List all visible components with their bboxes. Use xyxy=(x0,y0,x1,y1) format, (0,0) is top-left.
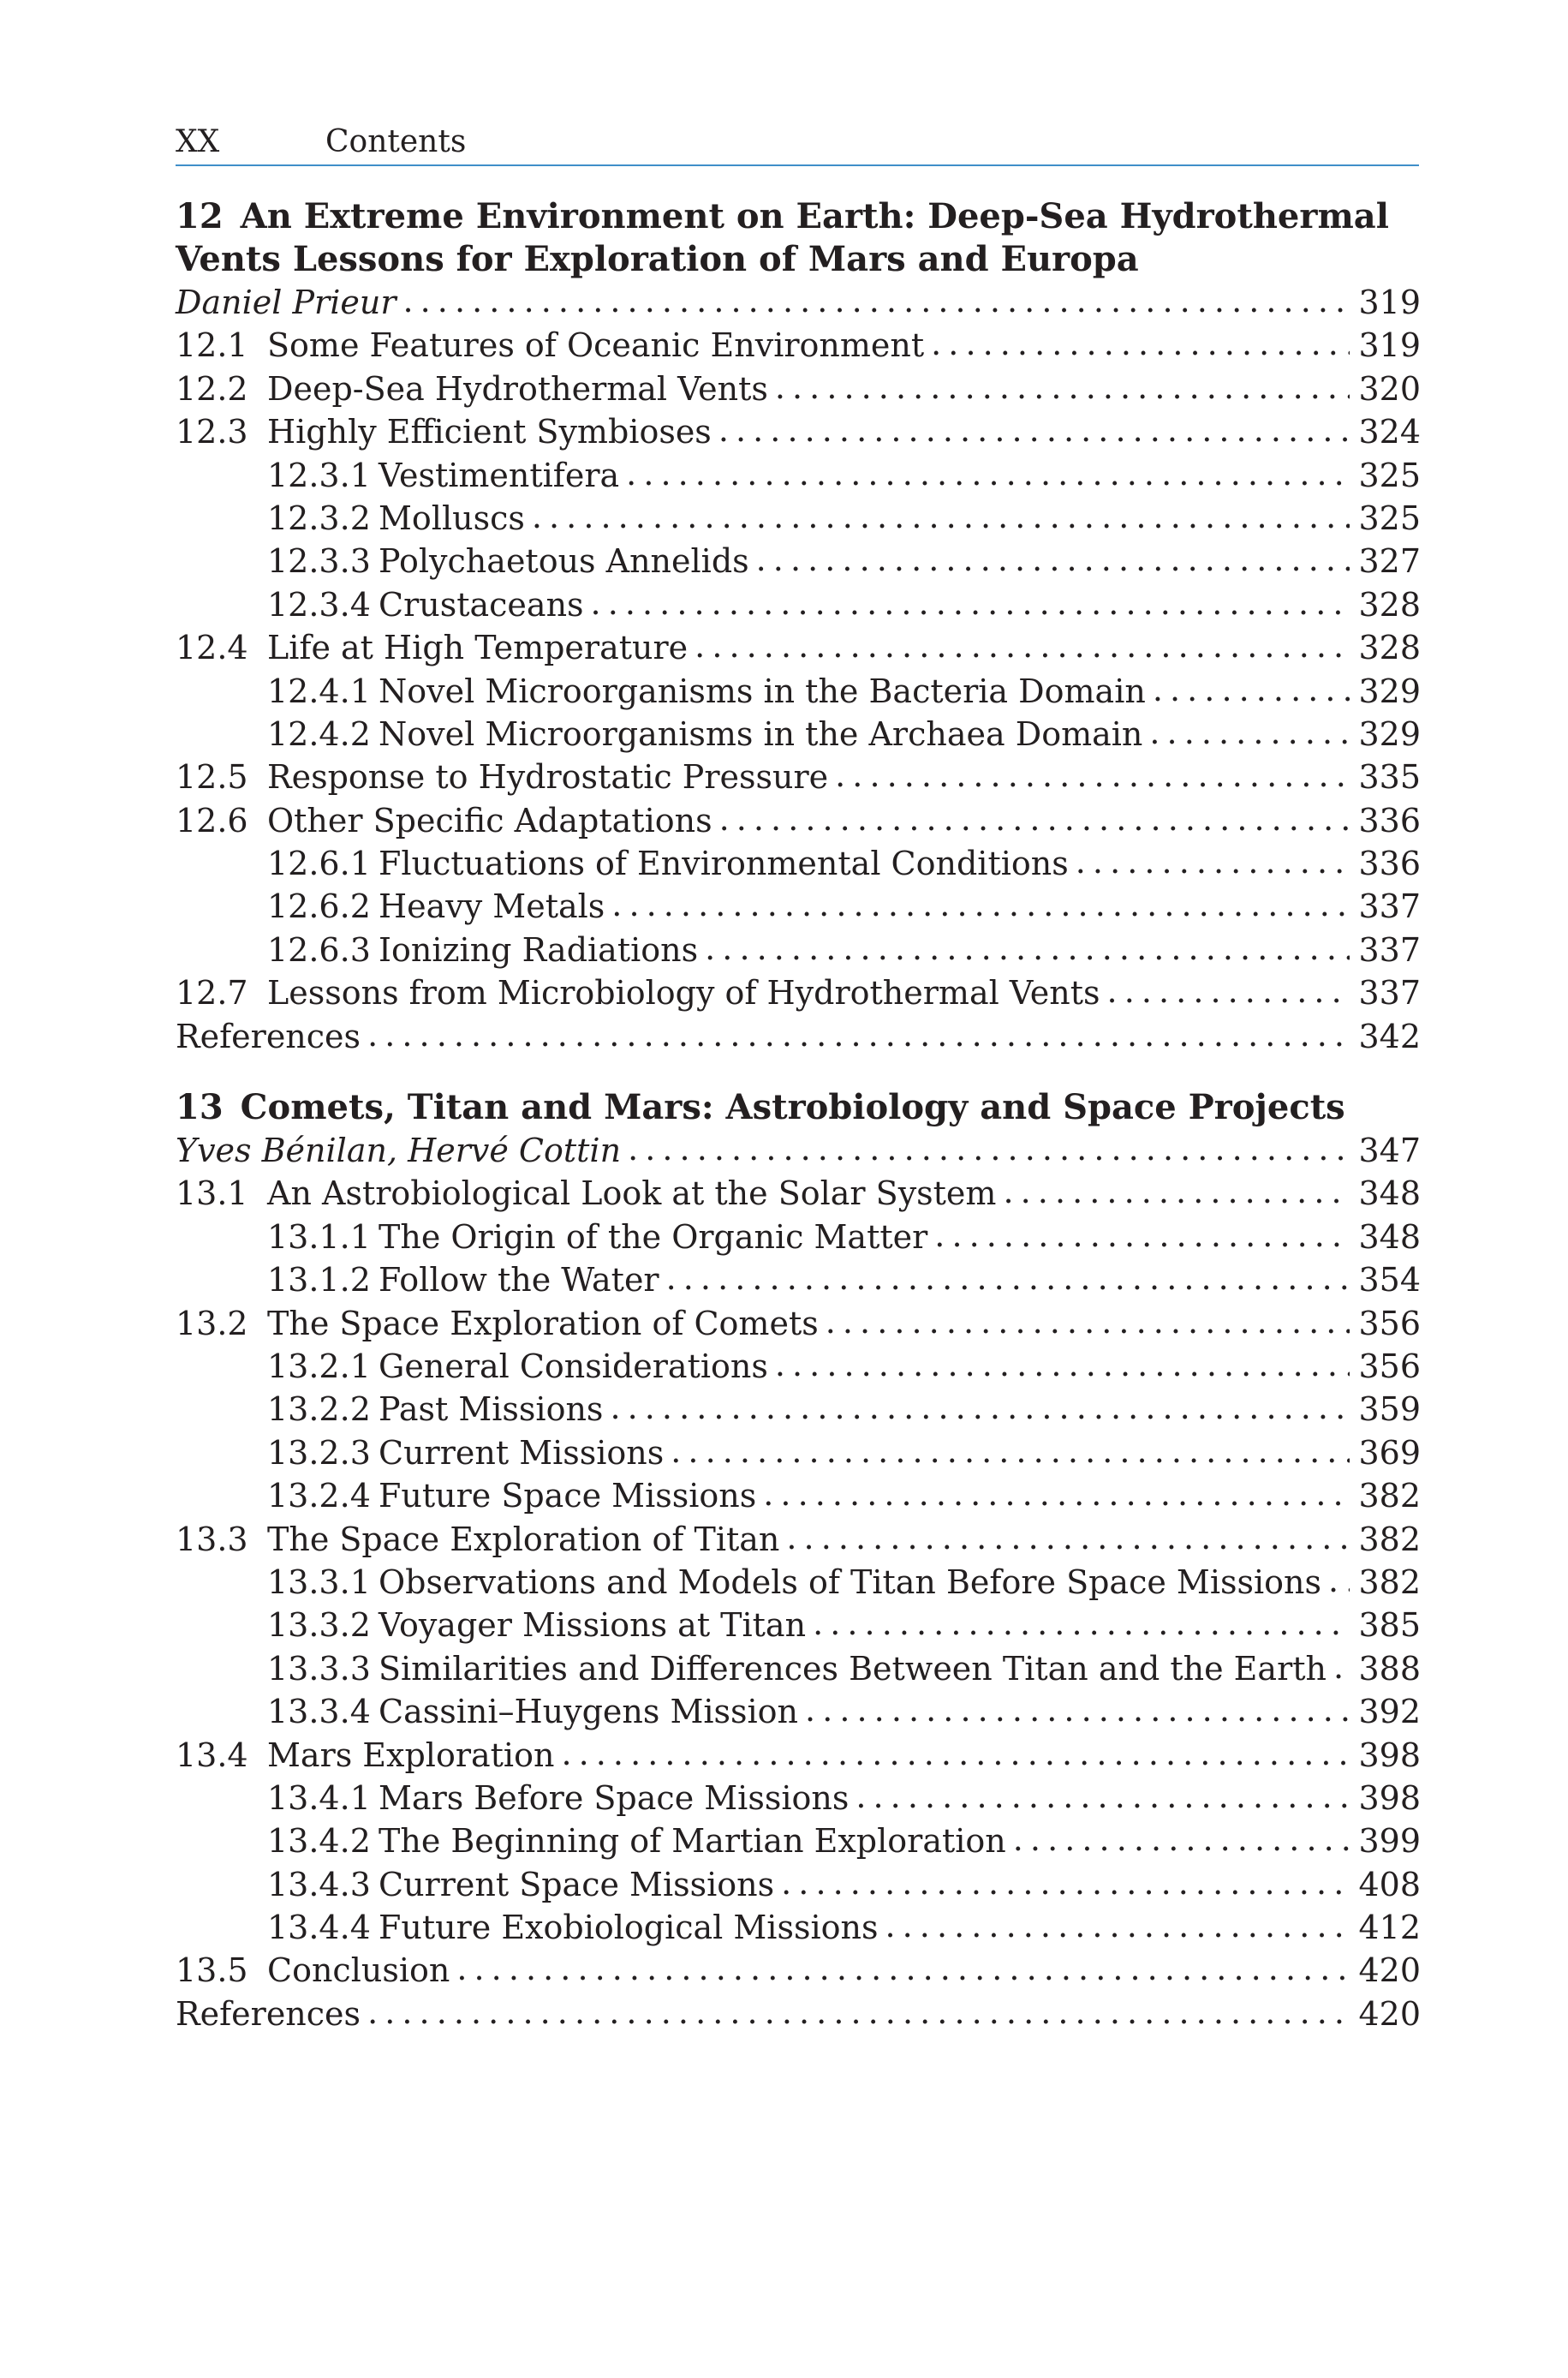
dot-leader xyxy=(456,1947,1350,1990)
subsection-entry[interactable] xyxy=(176,1819,1421,1862)
section-title: Novel Microorganisms in the Bacteria Domain xyxy=(379,672,1146,710)
references-entry[interactable] xyxy=(176,1015,1421,1058)
section-number: 12.3.2 xyxy=(267,499,371,537)
chapter-spacer xyxy=(176,1058,1421,1086)
subsection-entry[interactable] xyxy=(176,1647,1421,1690)
dot-leader xyxy=(1328,1559,1350,1602)
page-number: 342 xyxy=(1358,1017,1421,1055)
subsection-entry[interactable] xyxy=(176,1863,1421,1906)
section-title: Ionizing Radiations xyxy=(379,930,699,969)
section-entry[interactable] xyxy=(176,971,1421,1014)
section-title: Some Features of Oceanic Environment xyxy=(267,326,925,365)
section-title: Follow the Water xyxy=(379,1261,659,1300)
section-number: 13.3.2 xyxy=(267,1606,371,1645)
dot-leader xyxy=(775,366,1350,409)
table-of-contents xyxy=(176,195,1421,2035)
chapter-title[interactable] xyxy=(176,195,1421,281)
section-title: The Origin of the Organic Matter xyxy=(379,1217,928,1256)
section-title: Past Missions xyxy=(379,1390,604,1429)
dot-leader xyxy=(1003,1170,1350,1213)
page-number: 319 xyxy=(1358,284,1421,321)
dot-leader xyxy=(1153,668,1350,711)
dot-leader xyxy=(805,1688,1350,1731)
page-number: 328 xyxy=(1358,629,1421,667)
section-entry[interactable] xyxy=(176,367,1421,410)
section-number: 12.3.1 xyxy=(267,456,371,494)
section-number: 13.3.1 xyxy=(267,1562,371,1601)
page-number: 420 xyxy=(1358,1994,1421,2033)
section-number: 12.3.3 xyxy=(267,542,371,581)
section-number: 13.4 xyxy=(176,1736,248,1774)
section-number: 13.2 xyxy=(176,1304,248,1342)
section-number: 12.6.3 xyxy=(267,930,371,969)
section-number: 13.2.2 xyxy=(267,1390,371,1429)
section-entry[interactable] xyxy=(176,1518,1421,1561)
chapter-title-line1: Comets, Titan and Mars: Astrobiology and Space Projects xyxy=(240,1087,1345,1128)
section-title: General Considerations xyxy=(379,1347,768,1385)
chapter-author-row[interactable] xyxy=(176,281,1421,324)
section-title: Molluscs xyxy=(379,499,525,537)
subsection-entry[interactable] xyxy=(176,1388,1421,1431)
section-title: Vestimentifera xyxy=(379,456,620,494)
dot-leader xyxy=(626,452,1350,495)
page-number: 348 xyxy=(1358,1174,1421,1213)
section-title: Future Exobiological Missions xyxy=(379,1909,879,1947)
subsection-entry[interactable] xyxy=(176,497,1421,540)
dot-leader xyxy=(695,624,1350,667)
dot-leader xyxy=(1333,1646,1350,1688)
page-number: 356 xyxy=(1358,1304,1421,1342)
section-title: References xyxy=(176,1994,361,2033)
page-number: 356 xyxy=(1358,1347,1421,1385)
chapter-author: Yves Bénilan, Hervé Cottin xyxy=(176,1132,622,1170)
section-number: 12.7 xyxy=(176,974,248,1013)
subsection-entry[interactable] xyxy=(176,885,1421,928)
dot-leader xyxy=(532,495,1350,538)
dot-leader xyxy=(561,1732,1350,1775)
dot-leader xyxy=(402,279,1350,322)
section-number: 13.4.2 xyxy=(267,1822,371,1861)
dot-leader xyxy=(885,1904,1350,1947)
running-head xyxy=(176,123,1419,166)
section-title: Life at High Temperature xyxy=(267,629,689,667)
page-number: 382 xyxy=(1358,1477,1421,1515)
section-title: Heavy Metals xyxy=(379,887,605,926)
section-title: Other Specific Adaptations xyxy=(267,801,712,839)
chapter-author-row[interactable] xyxy=(176,1129,1421,1172)
section-entry[interactable] xyxy=(176,1949,1421,1992)
page-number: 399 xyxy=(1358,1822,1421,1861)
chapter-author: Daniel Prieur xyxy=(176,284,396,321)
subsection-entry[interactable] xyxy=(176,842,1421,885)
section-title: Observations and Models of Titan Before Space Missions xyxy=(379,1562,1321,1601)
page-number: 408 xyxy=(1358,1865,1421,1903)
section-number: 13.4.4 xyxy=(267,1909,371,1947)
section-number: 12.5 xyxy=(176,758,248,797)
dot-leader xyxy=(610,1386,1350,1429)
subsection-entry[interactable] xyxy=(176,1216,1421,1258)
page-number: 328 xyxy=(1358,585,1421,624)
section-entry[interactable] xyxy=(176,324,1421,367)
dot-leader xyxy=(1107,970,1350,1013)
section-title: Fluctuations of Environmental Conditions xyxy=(379,845,1069,883)
dot-leader xyxy=(1076,840,1350,883)
page-number: 420 xyxy=(1358,1951,1421,1990)
section-entry[interactable] xyxy=(176,1172,1421,1215)
subsection-entry[interactable] xyxy=(176,454,1421,497)
page-number: 382 xyxy=(1358,1562,1421,1601)
section-entry[interactable] xyxy=(176,410,1421,453)
chapter-title-line1: An Extreme Environment on Earth: Deep-Sea Hydrothermal xyxy=(240,196,1389,236)
page-number: 325 xyxy=(1358,456,1421,494)
section-number: 13.2.4 xyxy=(267,1477,371,1515)
dot-leader xyxy=(628,1127,1350,1170)
section-number: 12.4.1 xyxy=(267,672,371,710)
section-title: Voyager Missions at Titan xyxy=(379,1606,807,1645)
page-number: 319 xyxy=(1358,326,1421,365)
section-entry[interactable] xyxy=(176,626,1421,669)
dot-leader xyxy=(856,1775,1350,1818)
section-title: Polychaetous Annelids xyxy=(379,542,749,581)
page-number: 327 xyxy=(1358,542,1421,581)
section-number: 13.2.3 xyxy=(267,1433,371,1472)
section-title: Mars Exploration xyxy=(267,1736,555,1774)
subsection-entry[interactable] xyxy=(176,1777,1421,1819)
section-number: 13.1.2 xyxy=(267,1261,371,1300)
subsection-entry[interactable] xyxy=(176,1906,1421,1949)
subsection-entry[interactable] xyxy=(176,1345,1421,1388)
page-number: 335 xyxy=(1358,758,1421,797)
page-number: 398 xyxy=(1358,1778,1421,1817)
dot-leader xyxy=(781,1861,1350,1904)
section-number: 13.2.1 xyxy=(267,1347,371,1385)
section-title: Current Missions xyxy=(379,1433,665,1472)
section-number: 13.4.3 xyxy=(267,1865,371,1903)
subsection-entry[interactable] xyxy=(176,670,1421,713)
dot-leader xyxy=(934,1214,1350,1257)
dot-leader xyxy=(671,1430,1350,1473)
page-number: 382 xyxy=(1358,1520,1421,1558)
subsection-entry[interactable] xyxy=(176,540,1421,583)
section-title: Response to Hydrostatic Pressure xyxy=(267,758,829,797)
section-title: The Space Exploration of Titan xyxy=(267,1520,780,1558)
subsection-entry[interactable] xyxy=(176,1561,1421,1604)
section-title: Novel Microorganisms in the Archaea Domain xyxy=(379,714,1143,753)
dot-leader xyxy=(786,1516,1350,1559)
subsection-entry[interactable] xyxy=(176,929,1421,971)
section-number: 13.3.4 xyxy=(267,1693,371,1731)
chapter-title-line2: Vents Lessons for Exploration of Mars and Europa xyxy=(176,239,1139,279)
section-title: Cassini–Huygens Mission xyxy=(379,1693,799,1731)
section-title: An Astrobiological Look at the Solar System xyxy=(267,1174,997,1213)
section-number: 13.1.1 xyxy=(267,1217,371,1256)
page-number: 324 xyxy=(1358,413,1421,451)
section-number: 13.4.1 xyxy=(267,1778,371,1817)
dot-leader xyxy=(367,1991,1350,2034)
section-number: 12.6 xyxy=(176,801,248,839)
page-number: 337 xyxy=(1358,887,1421,926)
dot-leader xyxy=(1149,711,1350,754)
chapter-title[interactable] xyxy=(176,1086,1421,1129)
section-number: 13.3 xyxy=(176,1520,248,1558)
section-entry[interactable] xyxy=(176,756,1421,798)
page-number: 337 xyxy=(1358,974,1421,1013)
section-number: 13.3.3 xyxy=(267,1649,371,1688)
page-number: 348 xyxy=(1358,1217,1421,1256)
section-title: Lessons from Microbiology of Hydrothermal Vents xyxy=(267,974,1100,1013)
subsection-entry[interactable] xyxy=(176,1604,1421,1646)
dot-leader xyxy=(756,538,1350,581)
page-number: 359 xyxy=(1358,1390,1421,1429)
page-number: 336 xyxy=(1358,801,1421,839)
dot-leader xyxy=(367,1013,1350,1056)
section-title: Conclusion xyxy=(267,1951,450,1990)
section-title: Future Space Missions xyxy=(379,1477,757,1515)
chapter-number: 13 xyxy=(176,1087,224,1128)
dot-leader xyxy=(719,798,1350,840)
subsection-entry[interactable] xyxy=(176,1690,1421,1733)
dot-leader xyxy=(718,409,1350,451)
subsection-entry[interactable] xyxy=(176,583,1421,626)
page-number: 329 xyxy=(1358,672,1421,710)
dot-leader xyxy=(813,1602,1350,1645)
dot-leader xyxy=(763,1473,1350,1515)
section-number: 13.1 xyxy=(176,1174,248,1213)
dot-leader xyxy=(835,754,1350,797)
dot-leader xyxy=(611,883,1350,926)
section-number: 13.5 xyxy=(176,1951,248,1990)
section-number: 12.2 xyxy=(176,369,248,408)
dot-leader xyxy=(931,322,1350,365)
subsection-entry[interactable] xyxy=(176,1258,1421,1301)
section-title: The Space Exploration of Comets xyxy=(267,1304,819,1342)
chapter-number: 12 xyxy=(176,196,224,236)
page-number: 337 xyxy=(1358,930,1421,969)
page-number: 388 xyxy=(1358,1649,1421,1688)
page-number: 329 xyxy=(1358,714,1421,753)
dot-leader xyxy=(666,1257,1350,1300)
section-number: 12.3 xyxy=(176,413,248,451)
page-number: 412 xyxy=(1358,1909,1421,1947)
dot-leader xyxy=(826,1300,1350,1343)
section-number: 12.6.1 xyxy=(267,845,371,883)
section-number: 12.6.2 xyxy=(267,887,371,926)
section-title: Similarities and Differences Between Titan and the Earth xyxy=(379,1649,1327,1688)
running-head-title: Contents xyxy=(325,124,467,159)
dot-leader xyxy=(775,1343,1350,1386)
subsection-entry[interactable] xyxy=(176,713,1421,756)
page-number: 336 xyxy=(1358,845,1421,883)
page-number: 325 xyxy=(1358,499,1421,537)
section-entry[interactable] xyxy=(176,1302,1421,1345)
page-number: 320 xyxy=(1358,369,1421,408)
chapter-entry xyxy=(176,1086,1421,2035)
section-number: 12.1 xyxy=(176,326,248,365)
page-number: 354 xyxy=(1358,1261,1421,1300)
subsection-entry[interactable] xyxy=(176,1431,1421,1474)
section-title: Mars Before Space Missions xyxy=(379,1778,850,1817)
page-number: 392 xyxy=(1358,1693,1421,1731)
subsection-entry[interactable] xyxy=(176,1474,1421,1517)
page-number: 398 xyxy=(1358,1736,1421,1774)
dot-leader xyxy=(591,582,1350,624)
dot-leader xyxy=(1013,1818,1350,1861)
section-number: 12.3.4 xyxy=(267,585,371,624)
section-title: Deep-Sea Hydrothermal Vents xyxy=(267,369,768,408)
section-number: 12.4.2 xyxy=(267,714,371,753)
dot-leader xyxy=(705,927,1350,970)
section-title: Crustaceans xyxy=(379,585,584,624)
section-title: Current Space Missions xyxy=(379,1865,775,1903)
section-title: Highly Efficient Symbioses xyxy=(267,413,712,451)
section-title: The Beginning of Martian Exploration xyxy=(379,1822,1006,1861)
section-entry[interactable] xyxy=(176,799,1421,842)
chapter-entry xyxy=(176,195,1421,1058)
page-number: 369 xyxy=(1358,1433,1421,1472)
section-entry[interactable] xyxy=(176,1734,1421,1777)
page-folio: XX xyxy=(176,124,220,159)
page-number: 385 xyxy=(1358,1606,1421,1645)
page-number: 347 xyxy=(1358,1132,1421,1170)
references-entry[interactable] xyxy=(176,1993,1421,2035)
section-number: 12.4 xyxy=(176,629,248,667)
section-title: References xyxy=(176,1017,361,1055)
